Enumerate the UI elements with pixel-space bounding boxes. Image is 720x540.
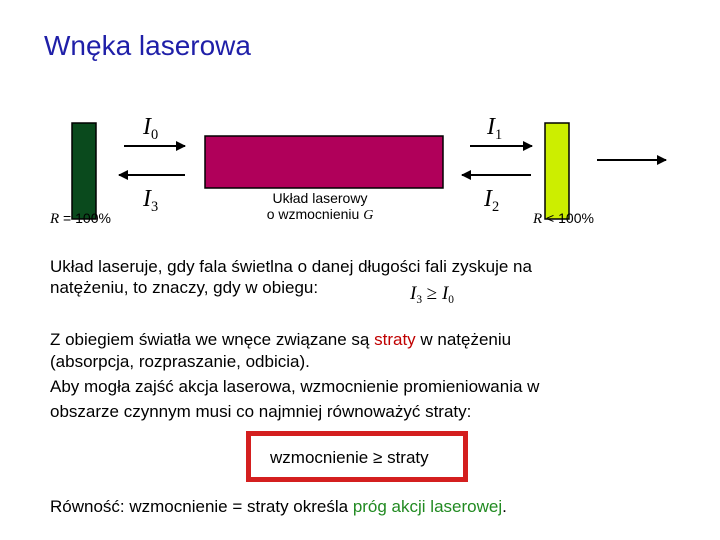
gain-medium <box>205 136 443 188</box>
left-mirror <box>72 123 96 219</box>
condition-box-text: wzmocnienie ≥ straty <box>270 448 429 467</box>
threshold-highlight: próg akcji laserowej <box>352 497 503 516</box>
paragraph2-line4: obszarze czynnym musi co najmniej równoważyć straty: <box>50 402 472 421</box>
threshold-statement: Równość: wzmocnienie = straty określa próg akcji laserowej. <box>50 497 507 516</box>
left-mirror-label: R = 100% <box>50 210 111 227</box>
right-mirror <box>545 123 569 219</box>
page-title: Wnęka laserowa <box>44 30 251 61</box>
gain-label-line2: o wzmocnieniu G <box>266 206 374 223</box>
paragraph1-line2: natężeniu, to znaczy, gdy w obiegu: <box>50 278 319 297</box>
paragraph2-line1: Z obiegiem światła we wnęce związane są straty w natężeniu <box>50 330 512 349</box>
losses-highlight: straty <box>374 330 416 349</box>
lasing-condition: $I_3 \ge I_0$ <box>410 283 454 306</box>
gain-medium-label <box>230 190 410 224</box>
label-I3: $I_3$ <box>143 186 159 216</box>
label-I2: $I_2$ <box>484 186 500 216</box>
paragraph2-line3: Aby mogła zajść akcja laserowa, wzmocnienie promieniowania w <box>50 377 540 396</box>
paragraph1-line1: Układ laseruje, gdy fala świetlna o danej długości fali zyskuje na <box>50 257 532 276</box>
label-I1: $I_1$ <box>487 114 503 144</box>
gain-label-line1: Układ laserowy <box>272 190 368 206</box>
paragraph2-line2: (absorpcja, rozpraszanie, odbicia). <box>50 352 310 371</box>
label-I0: $I_0$ <box>143 114 159 144</box>
right-mirror-label: R < 100% <box>533 210 594 227</box>
